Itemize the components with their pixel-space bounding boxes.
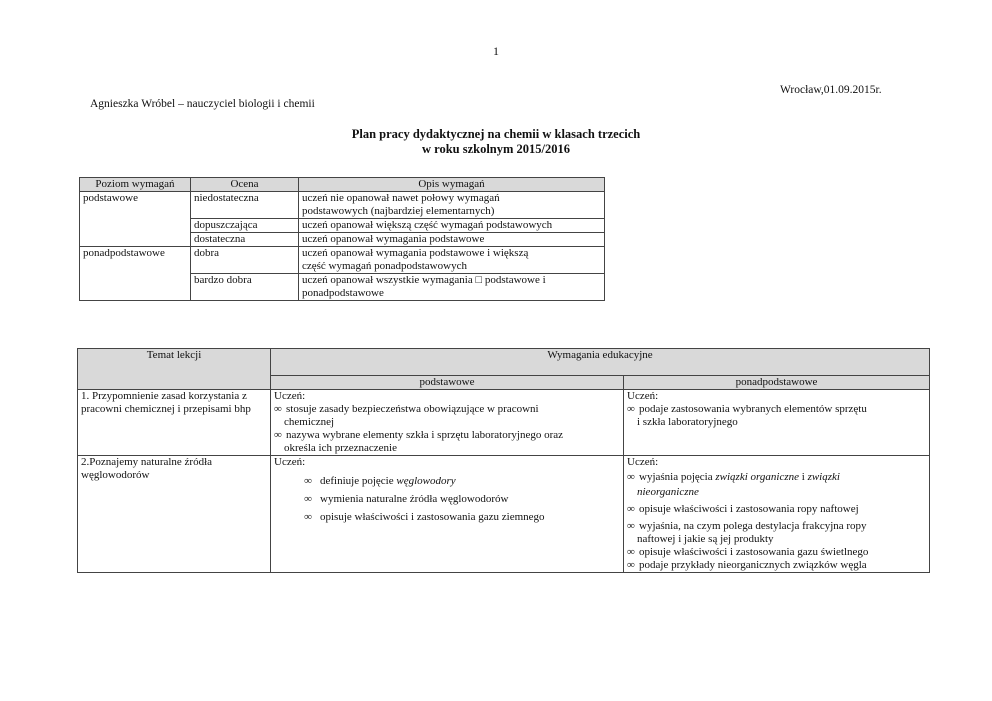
list-item [274, 429, 620, 442]
list-item-cont: i szkła laboratoryjnego [637, 416, 738, 428]
list-item [627, 471, 926, 484]
lesson-basic-reqs [271, 456, 624, 573]
lesson-basic-reqs [271, 390, 624, 456]
document-title [0, 127, 992, 157]
infinity-bullet-icon: ∞ [627, 546, 635, 558]
grade-row [80, 233, 605, 247]
intro-label: Uczeń: [627, 390, 659, 402]
list-item-text: opisuje właściwości i zastosowania gazu świetlnego [639, 546, 869, 558]
header-grade: Ocena [191, 178, 299, 192]
list-item-text: wyjaśnia pojęcia [639, 471, 716, 483]
list-item [627, 503, 926, 516]
lessons-header-row [78, 349, 930, 376]
grade-desc-line: podstawowych (najbardziej elementarnych) [302, 205, 495, 217]
list-item-text: definiuje pojęcie [320, 475, 397, 487]
list-item [274, 403, 620, 416]
grade-desc-line: uczeń nie opanował nawet połowy wymagań [302, 192, 500, 204]
infinity-bullet-icon: ∞ [627, 503, 635, 515]
list-item-cont: określa ich przeznaczenie [284, 442, 397, 454]
list-item-term: związki [807, 471, 840, 483]
list-item-text: opisuje właściwości i zastosowania gazu ziemnego [320, 511, 545, 523]
level-advanced: ponadpodstawowe [80, 247, 191, 274]
grade-desc: uczeń opanował wymagania podstawowe [299, 233, 605, 247]
lesson-topic: 1. Przypomnienie zasad korzystania z pracowni chemicznej i przepisami bhp [78, 390, 271, 456]
lesson-row [78, 390, 930, 456]
list-item-text: i [799, 471, 808, 483]
grade-name: dopuszczająca [191, 219, 299, 233]
level-empty [80, 233, 191, 247]
list-item [274, 511, 620, 524]
place-date: Wrocław,01.09.2015r. [780, 84, 882, 96]
header-level: Poziom wymagań [80, 178, 191, 192]
list-item-text: wyjaśnia, na czym polega destylacja frakcyjna ropy [639, 520, 867, 532]
page-number: 1 [493, 44, 499, 58]
grade-desc [299, 274, 605, 301]
lessons-table [77, 348, 930, 573]
lesson-advanced-reqs [624, 456, 930, 573]
header-description: Opis wymagań [299, 178, 605, 192]
lesson-topic: 2.Poznajemy naturalne źródła węglowodorów [78, 456, 271, 573]
grade-name: dostateczna [191, 233, 299, 247]
list-item-term: węglowodory [396, 475, 456, 487]
list-item-text: podaje przykłady nieorganicznych związków węgla [639, 559, 867, 571]
list-item [627, 403, 926, 416]
infinity-bullet-icon: ∞ [627, 471, 635, 483]
grade-desc-line: ponadpodstawowe [302, 287, 384, 299]
grade-desc: uczeń opanował większą część wymagań podstawowych [299, 219, 605, 233]
level-empty [80, 274, 191, 301]
list-item [627, 520, 926, 533]
list-item-text: podaje zastosowania wybranych elementów sprzętu [639, 403, 867, 415]
list-item-cont: naftowej i jakie są jej produkty [637, 533, 774, 545]
list-item [627, 559, 926, 572]
infinity-bullet-icon: ∞ [627, 403, 635, 415]
intro-label: Uczeń: [627, 456, 659, 468]
grade-desc-line: uczeń opanował wszystkie wymagania □ podstawowe i [302, 274, 546, 286]
grade-desc-line: część wymagań ponadpodstawowych [302, 260, 467, 272]
list-item-text: opisuje właściwości i zastosowania ropy naftowej [639, 503, 859, 515]
list-item-text: nazywa wybrane elementy szkła i sprzętu laboratoryjnego oraz [286, 429, 564, 441]
list-item [274, 493, 620, 506]
list-item-term: związki organiczne [715, 471, 799, 483]
infinity-bullet-icon: ∞ [274, 429, 282, 441]
grade-desc [299, 247, 605, 274]
grade-name: niedostateczna [191, 192, 299, 219]
infinity-bullet-icon: ∞ [304, 475, 312, 487]
grade-name: bardzo dobra [191, 274, 299, 301]
lesson-advanced-reqs [624, 390, 930, 456]
grade-row [80, 192, 605, 219]
level-empty [80, 219, 191, 233]
list-item [274, 475, 620, 488]
lesson-row [78, 456, 930, 573]
infinity-bullet-icon: ∞ [304, 493, 312, 505]
grade-row [80, 219, 605, 233]
list-item-cont: nieorganiczne [637, 486, 699, 498]
intro-label: Uczeń: [274, 390, 306, 402]
header-basic: podstawowe [271, 376, 624, 390]
header-advanced: ponadpodstawowe [624, 376, 930, 390]
infinity-bullet-icon: ∞ [627, 559, 635, 571]
list-item [627, 546, 926, 559]
title-line-1: Plan pracy dydaktycznej na chemii w klasach trzecich [351, 127, 641, 141]
infinity-bullet-icon: ∞ [304, 511, 312, 523]
list-item-text: wymienia naturalne źródła węglowodorów [320, 493, 509, 505]
list-item-text: stosuje zasady bezpieczeństwa obowiązujące w pracowni [286, 403, 539, 415]
infinity-bullet-icon: ∞ [627, 520, 635, 532]
list-item-cont: chemicznej [284, 416, 335, 428]
header-requirements: Wymagania edukacyjne [271, 349, 930, 376]
grade-row [80, 274, 605, 301]
header-topic: Temat lekcji [78, 349, 271, 390]
grade-desc-line: uczeń opanował wymagania podstawowe i większą [302, 247, 529, 259]
author-line: Agnieszka Wróbel – nauczyciel biologii i chemii [90, 98, 315, 110]
level-basic: podstawowe [80, 192, 191, 219]
title-line-2: w roku szkolnym 2015/2016 [421, 142, 571, 156]
grade-row [80, 247, 605, 274]
grade-desc [299, 192, 605, 219]
intro-label: Uczeń: [274, 456, 306, 468]
grades-table [79, 177, 605, 301]
grades-header-row [80, 178, 605, 192]
infinity-bullet-icon: ∞ [274, 403, 282, 415]
grade-name: dobra [191, 247, 299, 274]
